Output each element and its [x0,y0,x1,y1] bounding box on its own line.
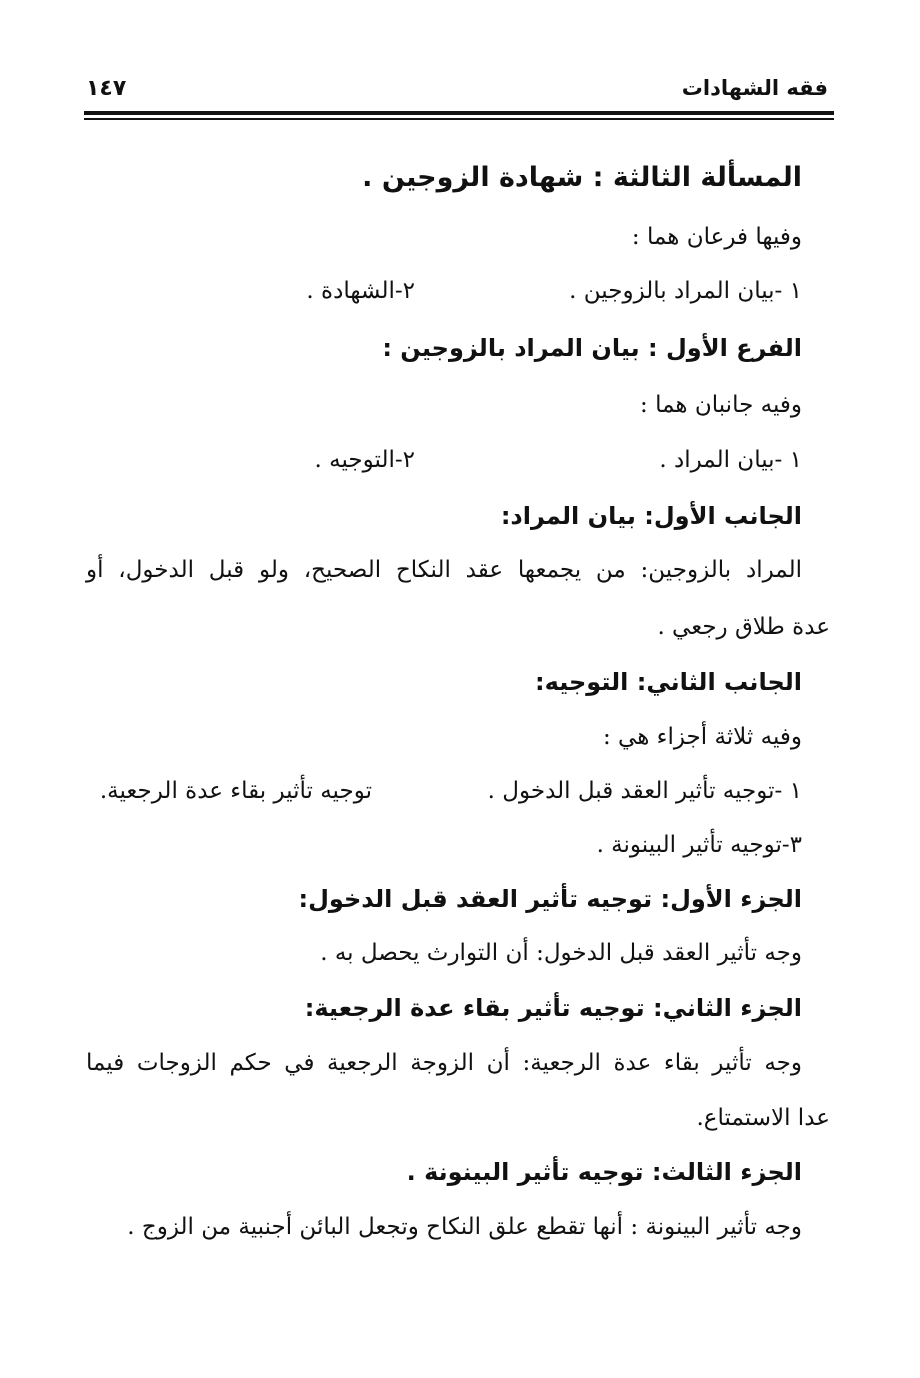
part3-text: وجه تأثير البينونة : أنها تقطع علق النكاح وتجعل البائن أجنبية من الزوج . [127,1214,802,1240]
running-header-title: فقه الشهادات [681,76,828,100]
part-item-2: توجيه تأثير بقاء عدة الرجعية. [99,778,372,804]
definition-line-2: عدة طلاق رجعي . [657,614,830,640]
part1-heading: الجزء الأول: توجيه تأثير العقد قبل الدخول: [298,885,802,913]
aspect1-heading: الجانب الأول: بيان المراد: [500,502,802,530]
part1-text: وجه تأثير العقد قبل الدخول: أن التوارث يحصل به . [320,940,802,966]
branch-item-1: ١ -بيان المراد بالزوجين . [569,278,802,304]
branch-item-2: ٢-الشهادة . [306,278,415,304]
part2-line-1: وجه تأثير بقاء عدة الرجعية: أن الزوجة الرجعية في حكم الزوجات فيما [86,1050,802,1076]
part3-heading: الجزء الثالث: توجيه تأثير البينونة . [406,1158,802,1186]
page-number: ١٤٧ [86,76,127,101]
aspects-intro: وفيه جانبان هما : [640,392,802,418]
aspect2-heading: الجانب الثاني: التوجيه: [535,668,802,696]
aspect-item-2: ٢-التوجيه . [314,447,415,473]
branches-intro: وفيها فرعان هما : [631,224,802,250]
branch1-heading: الفرع الأول : بيان المراد بالزوجين : [382,334,802,362]
part-item-3: ٣-توجيه تأثير البينونة . [596,832,802,858]
header-rule-thin [84,118,834,120]
part2-line-2: عدا الاستمتاع. [696,1105,830,1131]
definition-line-1: المراد بالزوجين: من يجمعها عقد النكاح الصحيح، ولو قبل الدخول، أو [86,557,802,583]
issue-heading: المسألة الثالثة : شهادة الزوجين . [362,162,802,193]
part2-heading: الجزء الثاني: توجيه تأثير بقاء عدة الرجعية: [304,994,802,1022]
header-rule-thick [84,111,834,115]
aspect-item-1: ١ -بيان المراد . [659,447,802,473]
part-item-1: ١ -توجيه تأثير العقد قبل الدخول . [487,778,802,804]
parts-intro: وفيه ثلاثة أجزاء هي : [602,724,802,750]
